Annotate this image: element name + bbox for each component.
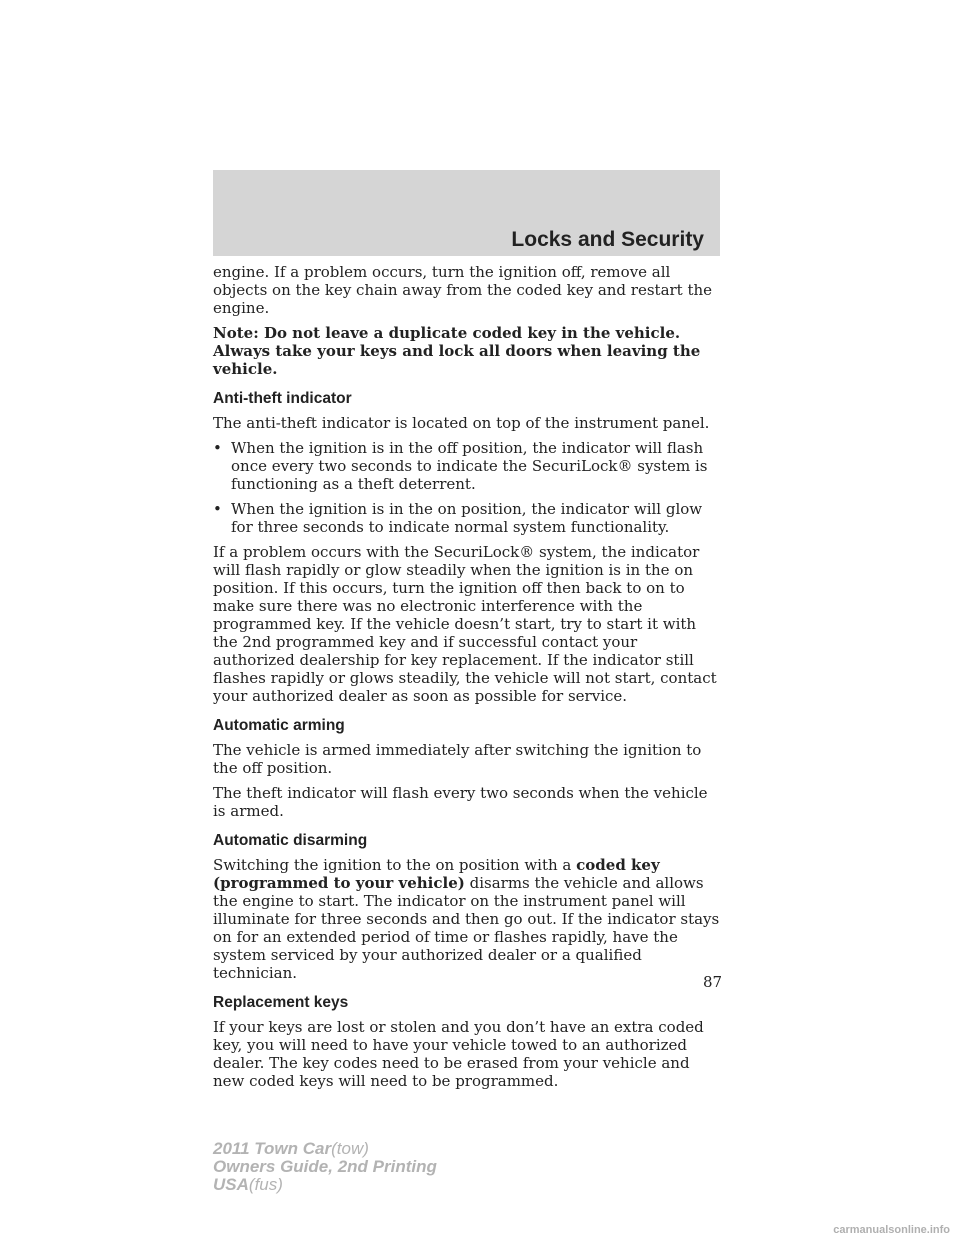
footer-line-1: [213, 1140, 437, 1158]
anti-theft-paragraph-1: The anti-theft indicator is located on top of the instrument panel.: [213, 414, 710, 432]
bullet-item: [213, 439, 723, 493]
section-title: Locks and Security: [511, 228, 704, 251]
footer-model: 2011 Town Car: [213, 1139, 332, 1158]
page-number: 87: [703, 973, 723, 991]
bullet-icon: •: [213, 500, 222, 518]
page-content: [213, 263, 723, 1097]
heading-replacement-keys: Replacement keys: [213, 994, 349, 1011]
footer-line-2: Owners Guide, 2nd Printing: [213, 1157, 437, 1176]
footer-edition-info: [213, 1140, 437, 1194]
arming-paragraph-2: The theft indicator will flash every two seconds when the vehicle is armed.: [213, 784, 708, 820]
bullet-icon: •: [213, 439, 222, 457]
footer-model-code: (tow): [331, 1139, 369, 1158]
bullet-text: When the ignition is in the off position, the indicator will flash once every two seconds to indicate the SecuriLock® system is functioning as a theft deterrent.: [231, 439, 708, 493]
watermark: carmanualsonline.info: [833, 1224, 950, 1236]
bullet-item: [213, 500, 723, 536]
heading-anti-theft-indicator: Anti-theft indicator: [213, 390, 352, 407]
anti-theft-paragraph-2: If a problem occurs with the SecuriLock® system, the indicator will flash rapidly or glow steadily when the ignition is in the on position. If this occurs, turn the ignition off then back to on to make sure there was no electronic interference with the programmed key. If the vehicle doesn’t start, try to start it with the 2nd programmed key and if successful contact your authorized dealership for key replacement. If the indicator still flashes rapidly or glows steadily, the vehicle will not start, contact your authorized dealer as soon as possible for service.: [213, 543, 717, 705]
arming-paragraph-1: The vehicle is armed immediately after switching the ignition to the off position.: [213, 741, 702, 777]
disarming-text-bold: coded key (programmed to your vehicle): [213, 856, 660, 892]
disarming-text-post: disarms the vehicle and allows the engine to start. The indicator on the instrument panel will illuminate for three seconds and then go out. If the indicator stays on for an extended period of time or flashes rapidly, have the system serviced by your authorized dealer or a qualified technician.: [213, 874, 720, 982]
bullet-text: When the ignition is in the on position, the indicator will glow for three seconds to indicate normal system functionality.: [231, 500, 703, 536]
disarming-paragraph: [213, 856, 723, 982]
section-header-band: [213, 170, 720, 256]
heading-automatic-disarming: Automatic disarming: [213, 832, 368, 849]
intro-paragraph: engine. If a problem occurs, turn the ignition off, remove all objects on the key chain away from the coded key and restart the engine.: [213, 263, 713, 317]
replacement-paragraph: If your keys are lost or stolen and you don’t have an extra coded key, you will need to have your vehicle towed to an authorized dealer. The key codes need to be erased from your vehicle and new coded keys will need to be programmed.: [213, 1018, 704, 1090]
footer-market: USA: [213, 1175, 249, 1194]
disarming-text-pre: Switching the ignition to the on position with a: [213, 856, 577, 874]
heading-automatic-arming: Automatic arming: [213, 717, 345, 734]
footer-line-3: [213, 1176, 437, 1194]
note-paragraph: Note: Do not leave a duplicate coded key in the vehicle. Always take your keys and lock all doors when leaving the vehicle.: [213, 324, 701, 378]
footer-market-code: (fus): [248, 1175, 283, 1194]
